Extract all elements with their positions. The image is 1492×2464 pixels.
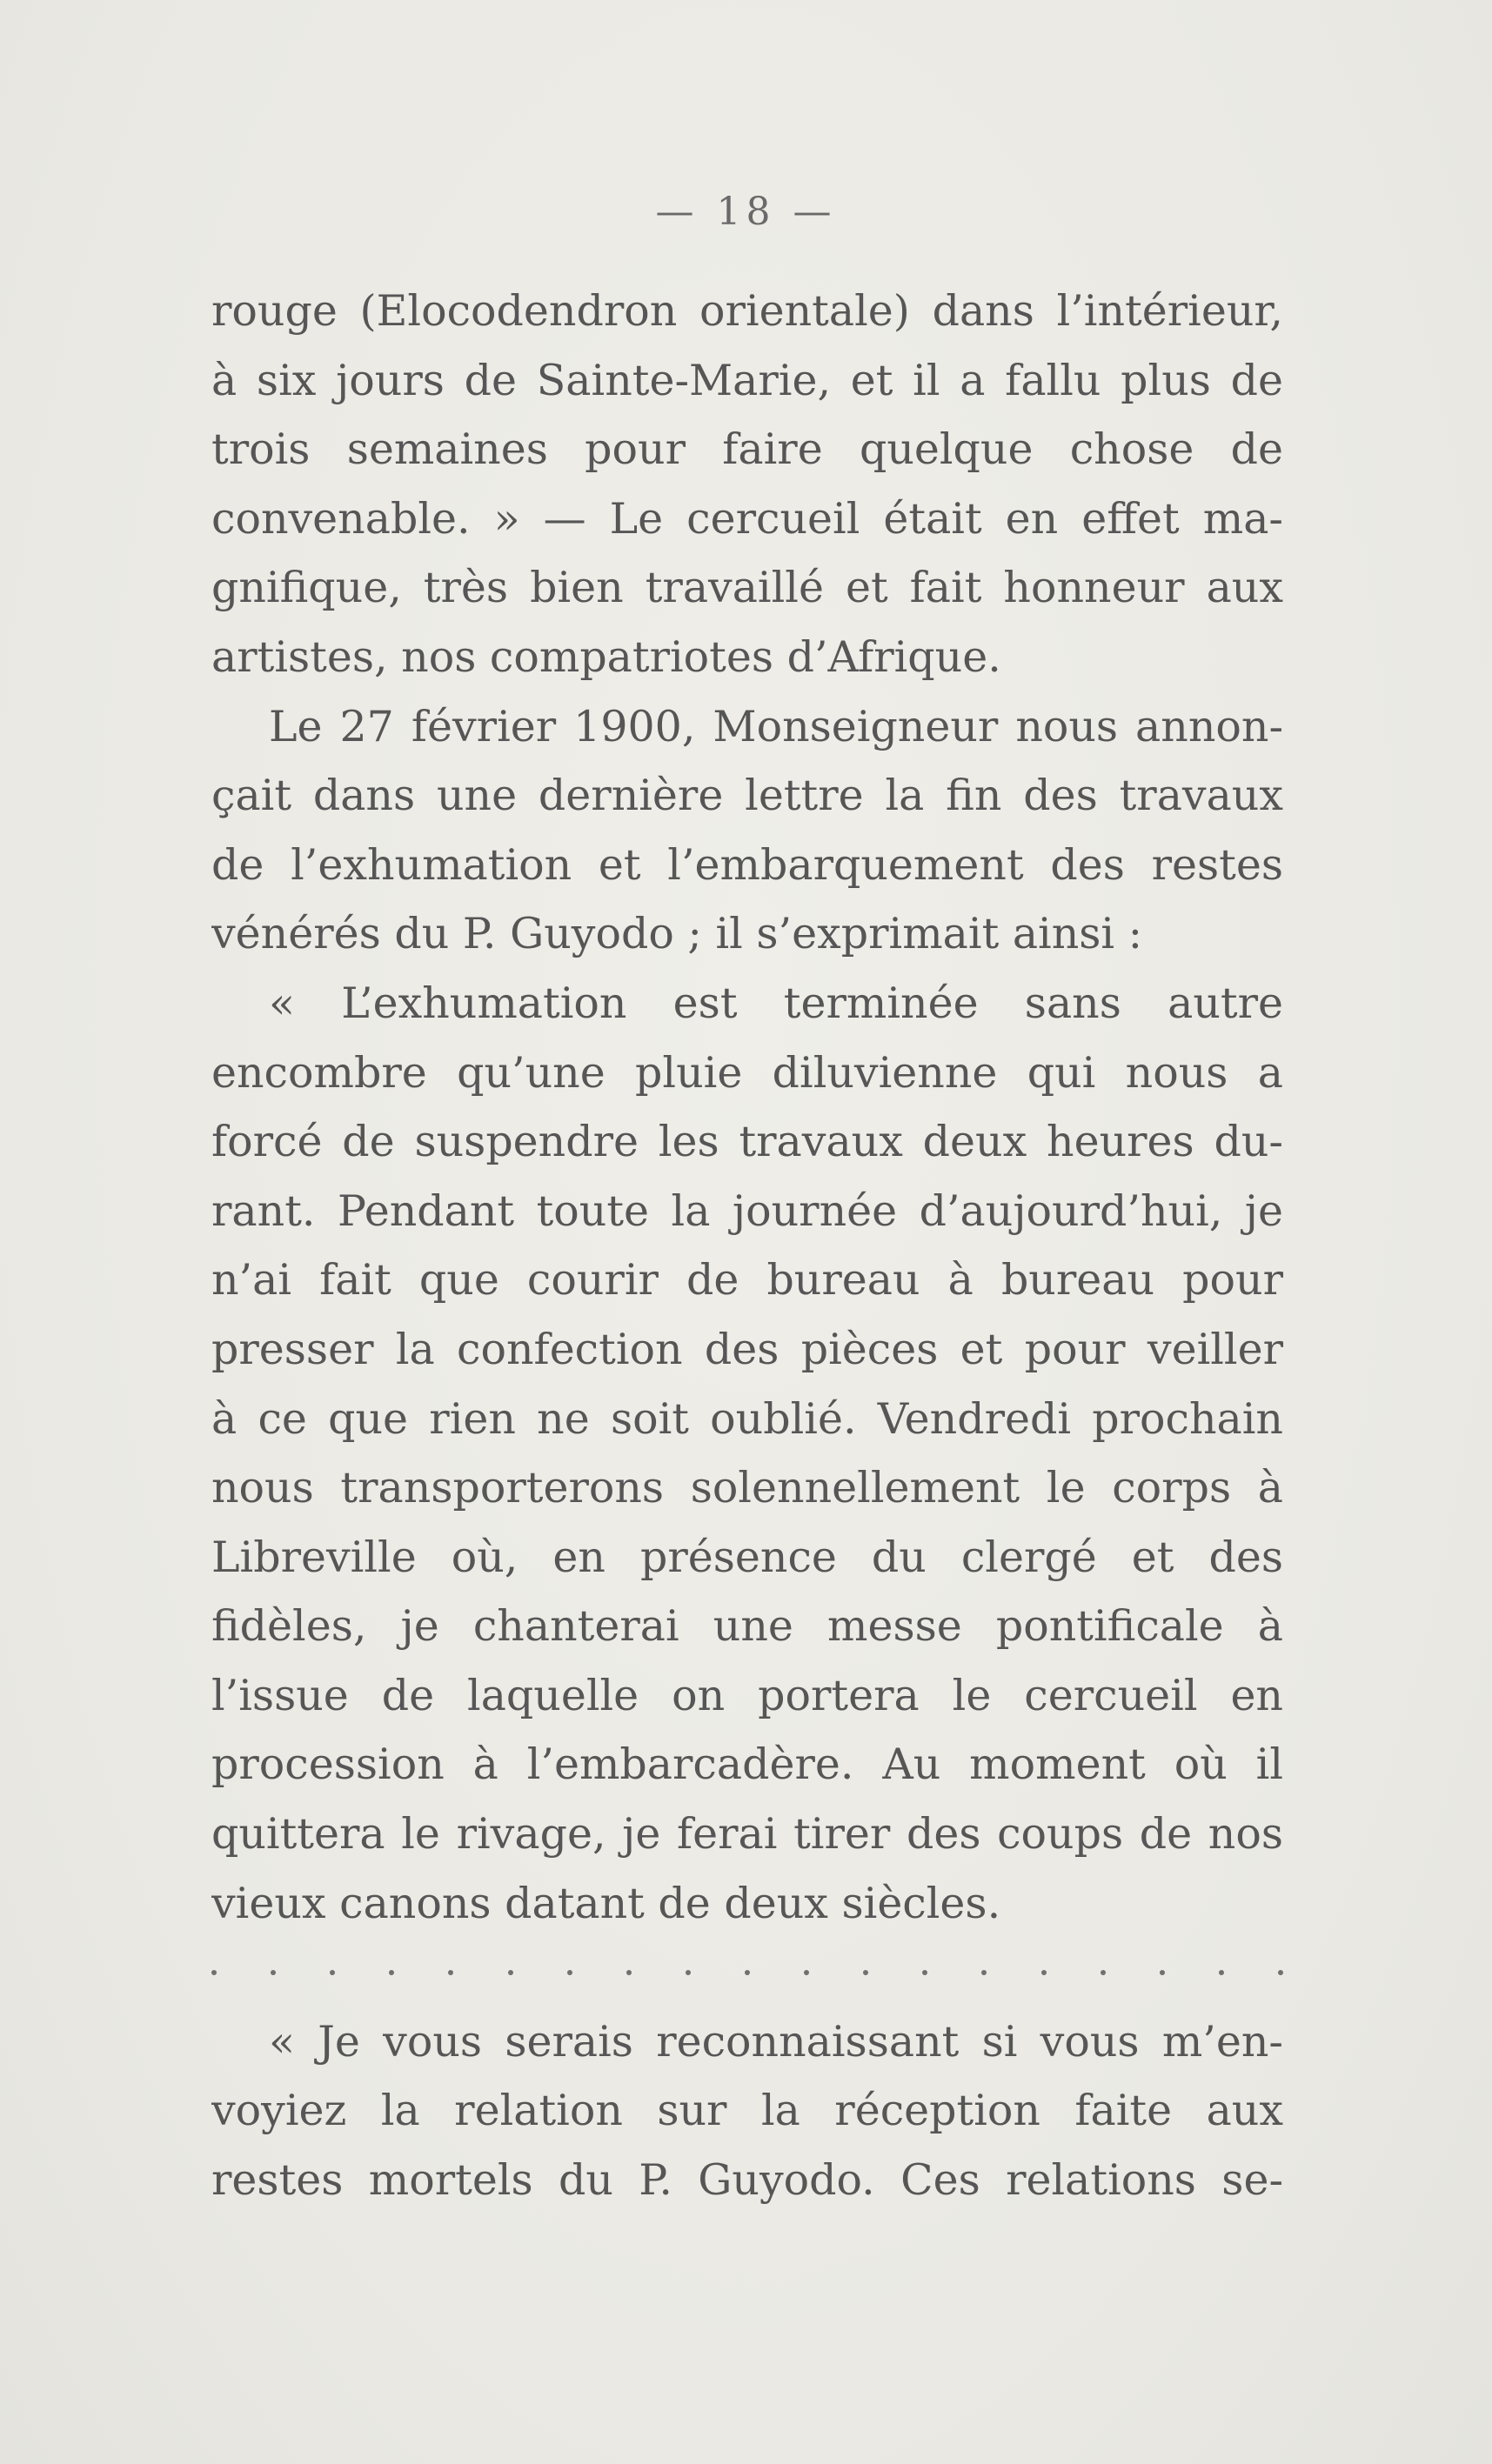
ellipsis-dot	[389, 1970, 394, 1975]
text-line: çait dans une dernière lettre la fin des travaux	[211, 771, 1283, 821]
text-line: l’issue de laquelle on portera le cercueil en	[211, 1670, 1283, 1720]
ellipsis-dot	[626, 1970, 632, 1975]
text-line: gnifique, très bien travaillé et fait honneur aux	[211, 563, 1283, 613]
text-line: n’ai fait que courir de bureau à bureau pour	[211, 1255, 1283, 1305]
text-line: convenable. » — Le cercueil était en effet ma-	[211, 493, 1283, 544]
text-line: vieux canons datant de deux siècles.	[211, 1878, 1001, 1928]
ellipsis-dot	[745, 1970, 750, 1975]
ellipsis-dot	[508, 1970, 513, 1975]
ellipsis-dot	[211, 1970, 217, 1975]
ellipsis-dot	[1219, 1970, 1224, 1975]
ellipsis-dot	[804, 1970, 809, 1975]
paragraph-4	[211, 2007, 1283, 2215]
text-line: Le 27 février 1900, Monseigneur nous annon-	[269, 701, 1283, 751]
text-line: « L’exhumation est terminée sans autre	[269, 978, 1283, 1028]
text-line: forcé de suspendre les travaux deux heures du-	[211, 1117, 1283, 1167]
text-line: voyiez la relation sur la réception faite aux	[211, 2086, 1283, 2136]
text-line: encombre qu’une pluie diluvienne qui nous a	[211, 1047, 1283, 1098]
text-line: artistes, nos compatriotes d’Afrique.	[211, 631, 1001, 682]
text-line: Libreville où, en présence du clergé et des	[211, 1532, 1283, 1582]
text-line: de l’exhumation et l’embarquement des restes	[211, 839, 1283, 890]
text-line: restes mortels du P. Guyodo. Ces relations se-	[211, 2155, 1283, 2206]
text-line: vénérés du P. Guyodo ; il s’exprimait ainsi :	[211, 909, 1143, 959]
body-text	[211, 277, 1283, 2215]
text-line: procession à l’embarcadère. Au moment où il	[211, 1739, 1283, 1790]
text-line: « Je vous serais reconnaissant si vous m’en-	[269, 2016, 1283, 2067]
ellipsis-dot	[863, 1970, 868, 1975]
ellipsis-dot	[567, 1970, 572, 1975]
text-line: rouge (Elocodendron orientale) dans l’intérieur,	[211, 286, 1283, 336]
ellipsis-dot	[981, 1970, 987, 1975]
text-line: nous transporterons solennellement le corps à	[211, 1463, 1283, 1513]
text-line: à ce que rien ne soit oublié. Vendredi prochain	[211, 1393, 1283, 1444]
text-line: presser la confection des pièces et pour veiller	[211, 1324, 1283, 1374]
ellipsis-dot	[330, 1970, 335, 1975]
text-line: quittera le rivage, je ferai tirer des coups de nos	[211, 1809, 1283, 1860]
ellipsis-dot	[1101, 1970, 1106, 1975]
ellipsis-dot	[1278, 1970, 1283, 1975]
paragraph-1	[211, 277, 1283, 692]
ellipsis-dots	[211, 1938, 1283, 2007]
ellipsis-dot	[686, 1970, 691, 1975]
ellipsis-dot	[271, 1970, 276, 1975]
page-number: — 18 —	[655, 190, 837, 234]
ellipsis-dot	[1041, 1970, 1047, 1975]
text-line: fidèles, je chanterai une messe pontificale à	[211, 1601, 1283, 1652]
text-line: à six jours de Sainte-Marie, et il a fallu plus de	[211, 355, 1283, 405]
paragraph-2	[211, 692, 1283, 969]
ellipsis-dot	[922, 1970, 927, 1975]
text-line: trois semaines pour faire quelque chose de	[211, 424, 1283, 475]
paragraph-3	[211, 969, 1283, 1938]
text-line: rant. Pendant toute la journée d’aujourd’hui, je	[211, 1185, 1283, 1236]
ellipsis-dot	[448, 1970, 453, 1975]
ellipsis-dot	[1160, 1970, 1165, 1975]
